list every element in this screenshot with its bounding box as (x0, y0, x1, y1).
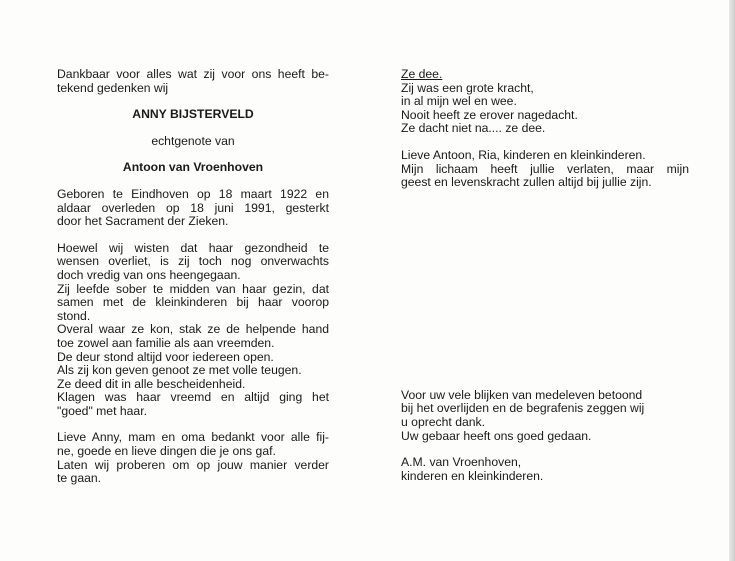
signature-line: kinderen en kleinkinderen. (401, 468, 544, 483)
message-line: geest en levenskracht zullen altijd bij jullie zijn. (401, 175, 652, 190)
poem-title: Ze dee. (401, 67, 443, 81)
spouse-name: Antoon van Vroenhoven (122, 160, 264, 175)
story-line: "goed" met haar. (57, 403, 147, 418)
thanks-line: Uw gebaar heeft ons goed gedaan. (401, 428, 592, 443)
spouse-label: echtgenote van (151, 133, 235, 148)
story-line: Zij leefde sober te midden van haar gezin, dat (57, 281, 329, 296)
story-line: Ze deed dit in alle bescheidenheid. (57, 376, 246, 391)
story-line: Hoewel wij wisten dat haar gezondheid te (57, 240, 329, 255)
birth-line: Geboren te Eindhoven op 18 maart 1922 en (57, 186, 329, 201)
intro-line: Dankbaar voor alles wat zij voor ons heeft be- (57, 67, 329, 81)
message-line: Lieve Antoon, Ria, kinderen en kleinkinderen. (401, 147, 646, 162)
farewell-line: Lieve Anny, mam en oma bedankt voor alle fij- (57, 430, 329, 445)
farewell-line: Laten wij proberen om op jouw manier verder (57, 457, 329, 472)
right-column (401, 68, 689, 483)
message-paragraph (401, 149, 689, 190)
farewell-paragraph (57, 431, 329, 485)
poem-line: in al mijn wel en wee. (401, 94, 517, 109)
poem-line: Nooit heeft ze erover nagedacht. (401, 107, 578, 122)
story-line: Overal waar ze kon, stak ze de helpende hand (57, 322, 329, 337)
farewell-line: ne, goede en lieve dingen die je ons gaf. (57, 444, 276, 459)
intro-line: tekend gedenken wij (57, 80, 169, 95)
story-line: Als zij kon geven genoot ze met volle teugen. (57, 363, 302, 378)
farewell-line: te gaan. (57, 471, 102, 486)
story-line: samen met de kleinkinderen bij haar voorop (57, 295, 329, 310)
thanks-line: bij het overlijden en de begrafenis zeggen wij (401, 401, 645, 416)
signature (401, 456, 689, 483)
intro-paragraph (57, 68, 329, 95)
thanks-line: Voor uw vele blijken van medeleven betoond (401, 387, 643, 402)
poem-line: Zij was een grote kracht, (401, 80, 534, 95)
birth-line: door het Sacrament der Zieken. (57, 214, 229, 229)
story-line: wensen overliet, is zij toch nog onverwachts (57, 254, 329, 269)
birth-paragraph (57, 188, 329, 229)
left-column (57, 68, 329, 486)
message-line: Mijn lichaam heeft jullie verlaten, maar mijn (401, 161, 689, 176)
deceased-name: ANNY BIJSTERVELD (132, 107, 254, 122)
story-line: doch vredig van ons heengegaan. (57, 267, 241, 282)
signature-line: A.M. van Vroenhoven, (401, 455, 522, 470)
thanks-line: u oprecht dank. (401, 414, 486, 429)
story-line: toe zowel aan familie als aan vreemden. (57, 335, 275, 350)
thanks-paragraph (401, 389, 689, 443)
card-edge-shadow (729, 0, 735, 561)
birth-line: aldaar overleden op 18 juni 1991, gesterkt (57, 200, 329, 215)
poem-line: Ze dacht niet na.... ze dee. (401, 121, 546, 136)
poem (401, 82, 689, 136)
story-line: stond. (57, 308, 91, 323)
story-line: Klagen was haar vreemd en altijd ging het (57, 390, 329, 405)
story-line: De deur stond altijd voor iedereen open. (57, 349, 274, 364)
story-paragraph (57, 242, 329, 419)
